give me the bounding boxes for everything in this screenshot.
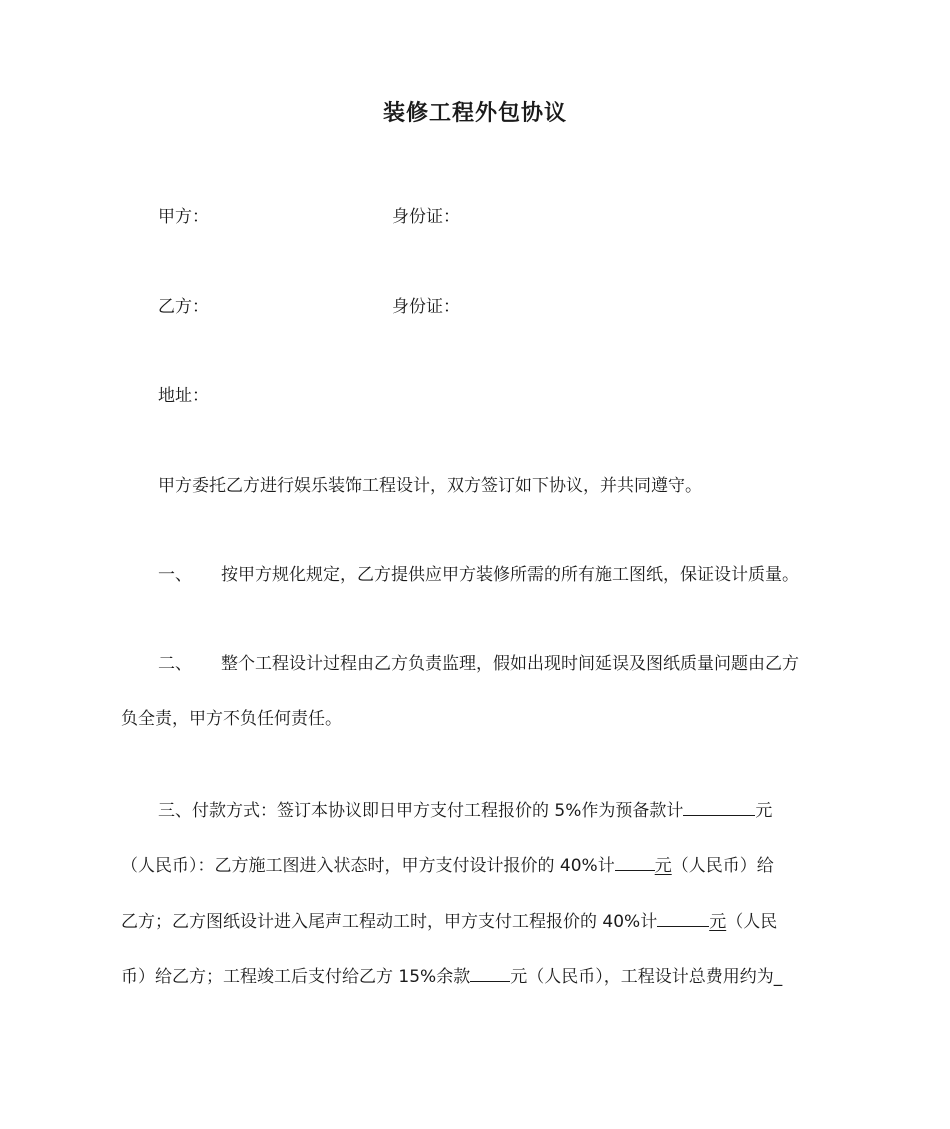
clause-3-line-2-text: （人民币）：乙方施工图进入状态时，甲方支付设计报价的 40%计 [121,856,615,876]
clause-3-line-1-text: 三、付款方式：签订本协议即日甲方支付工程报价的 5%作为预备款计 [158,801,684,821]
clause-3-line-3 [121,908,833,934]
amount-blank [470,963,510,982]
amount-blank [683,797,755,816]
intro-paragraph: 甲方委托乙方进行娱乐装饰工程设计，双方签订如下协议，并共同遵守。 [158,476,702,496]
clause-3-line-2-tail: （人民币）给 [671,856,774,876]
party-a-label: 甲方： [158,207,209,227]
clause-1-number: 一、 [158,565,192,585]
clause-3-line-3-tail: （人民 [726,912,778,932]
currency-unit: 元 [709,912,727,932]
clause-3-line-4 [121,963,833,989]
clause-2-line-2: 负全责，甲方不负任何责任。 [121,709,342,729]
clause-3-line-3-text: 乙方；乙方图纸设计进入尾声工程动工时，甲方支付工程报价的 40%计 [121,912,658,932]
party-a-id-label: 身份证： [392,207,460,227]
clause-2-line-1 [158,652,830,676]
clause-1 [158,563,870,587]
clause-2-number: 二、 [158,654,192,674]
party-b-label: 乙方： [158,297,209,317]
clause-2-text: 整个工程设计过程由乙方负责监理，假如出现时间延误及图纸质量问题由乙方 [221,654,799,674]
clause-3-line-4-text: 币）给乙方；工程竣工后支付给乙方 15%余款 [121,967,471,987]
amount-blank [657,908,709,927]
currency-unit: 元 [654,856,672,876]
currency-unit: 元 [755,801,773,821]
clause-1-text: 按甲方规化规定，乙方提供应甲方装修所需的所有施工图纸，保证设计质量。 [221,565,799,585]
amount-blank [615,852,655,871]
party-b-id-label: 身份证： [392,297,460,317]
address-label: 地址： [158,386,209,406]
clause-3-line-2 [121,852,833,878]
clause-3-line-4-tail: 元（人民币），工程设计总费用约为_ [510,967,783,987]
document-title: 装修工程外包协议 [382,101,567,126]
clause-3-line-1 [158,797,830,823]
